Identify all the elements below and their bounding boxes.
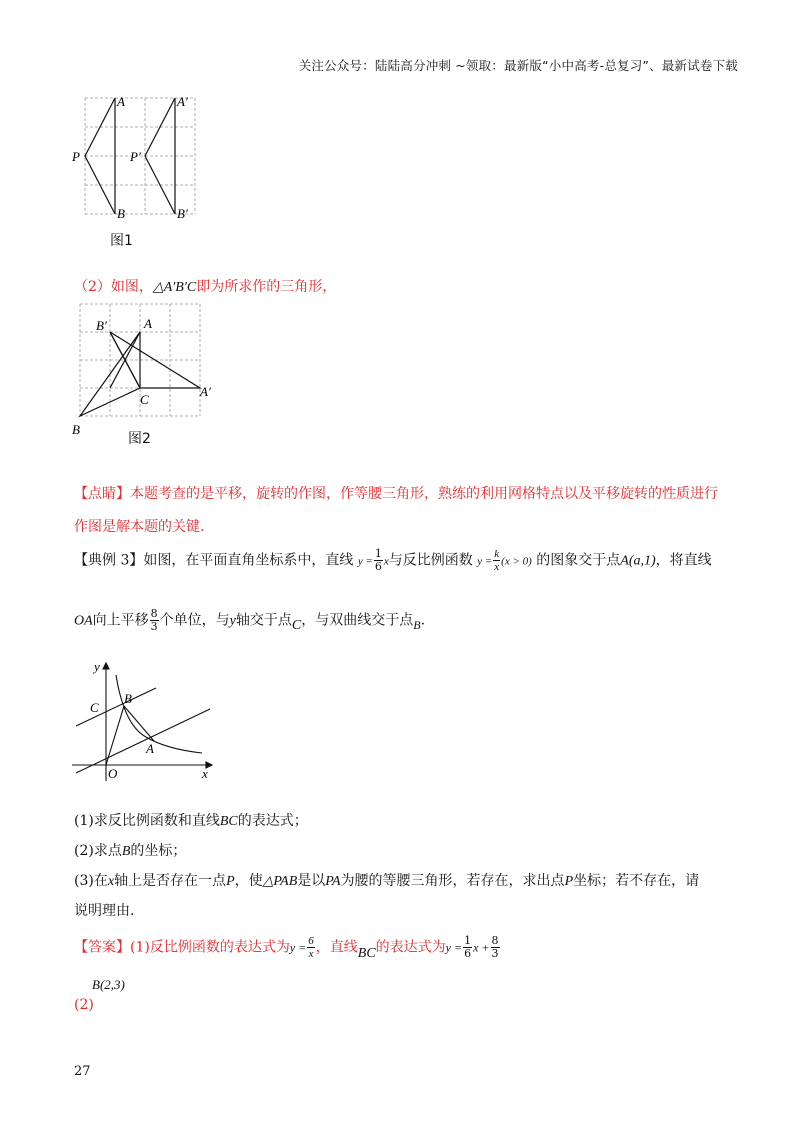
part-2-text <box>74 276 336 296</box>
shift-den: 3 <box>150 620 158 633</box>
example-3-text-2: 与反比例函数 <box>388 552 473 569</box>
eq2-den: x <box>494 561 500 573</box>
fig2-label-b-prime: B′ <box>96 318 107 333</box>
question-3-line-1 <box>74 870 699 890</box>
q3-pa: PA <box>325 874 341 889</box>
segment-ob <box>106 706 124 765</box>
y-axis-arrow <box>103 663 109 669</box>
q3-text-e: 为腰的等腰三角形，若存在，求出点 <box>340 873 565 889</box>
example-3-text-1: 如图，在平面直角坐标系中，直线 <box>143 552 354 569</box>
example-3-text-5: 向上平移 <box>92 612 149 629</box>
shift-num: 8 <box>150 607 158 620</box>
answer-line-1 <box>74 935 501 960</box>
eq1-num: 1 <box>374 547 382 560</box>
line-bc <box>76 688 156 726</box>
answer-text-3: 的表达式为 <box>375 939 446 956</box>
figure-1-caption: 图1 <box>110 233 133 249</box>
fig1-label-a-prime: A′ <box>177 94 188 109</box>
figure-2 <box>66 300 226 440</box>
point-c-var: C <box>291 617 302 633</box>
question-2 <box>74 840 186 860</box>
dianjing-line-1 <box>74 483 718 503</box>
answer-tag: 【答案】 <box>74 939 130 956</box>
fig1-label-p: P <box>72 149 80 164</box>
q2-text-a: (2)求点 <box>74 843 122 859</box>
answer-f2-num2: 8 <box>491 934 499 947</box>
example-3-text-4: ，将直线 <box>655 552 712 569</box>
dianjing-line-2: 作图是解本题的关键. <box>74 519 205 535</box>
q3-p2: P <box>564 874 574 889</box>
fig3-label-c: C <box>90 700 99 715</box>
q3-x: x <box>107 874 115 889</box>
q1-bc: BC <box>219 814 238 829</box>
eq1-fraction <box>374 548 383 573</box>
point-a: A(a,1) <box>620 553 656 569</box>
page-header: 关注公众号：陆陆高分冲刺 ~领取：最新版“小中高考-总复习”、最新试卷下载 <box>298 58 738 73</box>
y-axis-var: y <box>229 613 236 629</box>
q2-b: B <box>121 844 131 859</box>
answer-f2-fraction-2 <box>491 935 500 960</box>
fig3-label-x: x <box>202 766 208 781</box>
answer-text-1: (1)反比例函数的表达式为 <box>130 939 290 956</box>
answer-f1-num: 6 <box>308 935 314 947</box>
answer-f2-den: 6 <box>464 947 472 960</box>
eq1-lhs: y = <box>357 555 373 568</box>
fig3-label-a: A <box>146 741 154 756</box>
eq1-rhs: x <box>383 555 389 568</box>
answer-bc: BC <box>357 945 376 961</box>
example-3-line-1 <box>74 548 712 573</box>
dianjing-text-1: 本题考查的是平移，旋转的作图，作等腰三角形，熟练的利用网格特点以及平移旋转的性质进行 <box>130 486 718 502</box>
eq2-fraction <box>493 548 500 573</box>
example-3-line-2 <box>74 608 425 633</box>
fig1-label-p-prime: P′ <box>130 149 141 164</box>
fig3-label-o: O <box>108 766 118 781</box>
eq2-lhs: y = <box>477 555 493 568</box>
example-3-tag: 【典例 3】 <box>74 552 144 569</box>
shift-fraction <box>150 608 159 633</box>
part-2-prefix: （2）如图， <box>74 279 153 295</box>
example-3-text-8: ，与双曲线交于点 <box>301 612 414 629</box>
example-3-text-9: . <box>420 612 426 629</box>
hyperbola <box>116 675 202 753</box>
fig2-label-b: B <box>72 422 80 437</box>
question-1 <box>74 810 308 830</box>
fig1-label-a: A <box>117 94 125 109</box>
q3-text-f: 坐标；若不存在，请 <box>573 873 700 889</box>
answer-text-2: ，直线 <box>315 939 358 956</box>
q3-triangle: △PAB <box>262 874 298 889</box>
answer-f1-lhs: y = <box>289 940 307 955</box>
fig2-label-a-prime: A′ <box>200 384 211 399</box>
fig3-label-b: B <box>124 691 132 706</box>
fig2-label-a: A <box>144 316 152 331</box>
segment-ba <box>124 706 154 741</box>
question-3-line-2: 说明理由. <box>74 903 135 919</box>
q1-text-a: (1)求反比例函数和直线 <box>74 813 220 829</box>
page-number: 27 <box>74 1064 91 1079</box>
fig1-label-b-prime: B′ <box>177 206 188 221</box>
dianjing-tag: 【点睛】 <box>74 486 130 502</box>
answer-f1-den: x <box>308 948 314 960</box>
q2-text-b: 的坐标； <box>130 843 187 859</box>
fig2-label-c: C <box>140 392 149 407</box>
answer-2-value: B(2,3) <box>92 977 125 992</box>
q1-text-b: 的表达式； <box>237 813 308 829</box>
line-oa <box>76 709 210 773</box>
answer-2-label: (2) <box>74 997 94 1013</box>
answer-f2-x: x + <box>473 940 490 955</box>
example-3-text-7: 轴交于点 <box>235 612 292 629</box>
q3-text-d: 是以 <box>297 873 326 889</box>
example-3-text-6: 个单位，与 <box>159 612 230 629</box>
answer-f2-lhs: y = <box>445 940 463 955</box>
eq2-num: k <box>494 548 500 560</box>
answer-f1-fraction <box>307 935 315 960</box>
part-2-suffix: 即为所求作的三角形， <box>196 279 337 295</box>
figure-2-caption: 图2 <box>128 431 151 447</box>
eq1-den: 6 <box>374 560 382 573</box>
eq2-condition: (x > 0) <box>501 555 532 568</box>
part-2-triangle: △A′B′C <box>152 280 197 295</box>
line-oa: OA <box>74 613 93 629</box>
answer-f2-fraction-1 <box>463 935 472 960</box>
answer-f2-den2: 3 <box>491 947 499 960</box>
answer-f2-num: 1 <box>464 934 472 947</box>
figure-3 <box>66 655 226 785</box>
fig3-label-y: y <box>94 659 100 674</box>
example-3-text-3: 的图象交于点 <box>536 552 621 569</box>
figure-1 <box>70 90 220 230</box>
point-b-var: B <box>413 617 421 632</box>
q3-p: P <box>226 874 235 889</box>
q3-text-b: 轴上是否存在一点 <box>114 873 227 889</box>
fig1-label-b: B <box>117 206 125 221</box>
q3-text-c: ，使 <box>234 873 263 889</box>
q3-text-a: (3)在 <box>74 873 108 889</box>
